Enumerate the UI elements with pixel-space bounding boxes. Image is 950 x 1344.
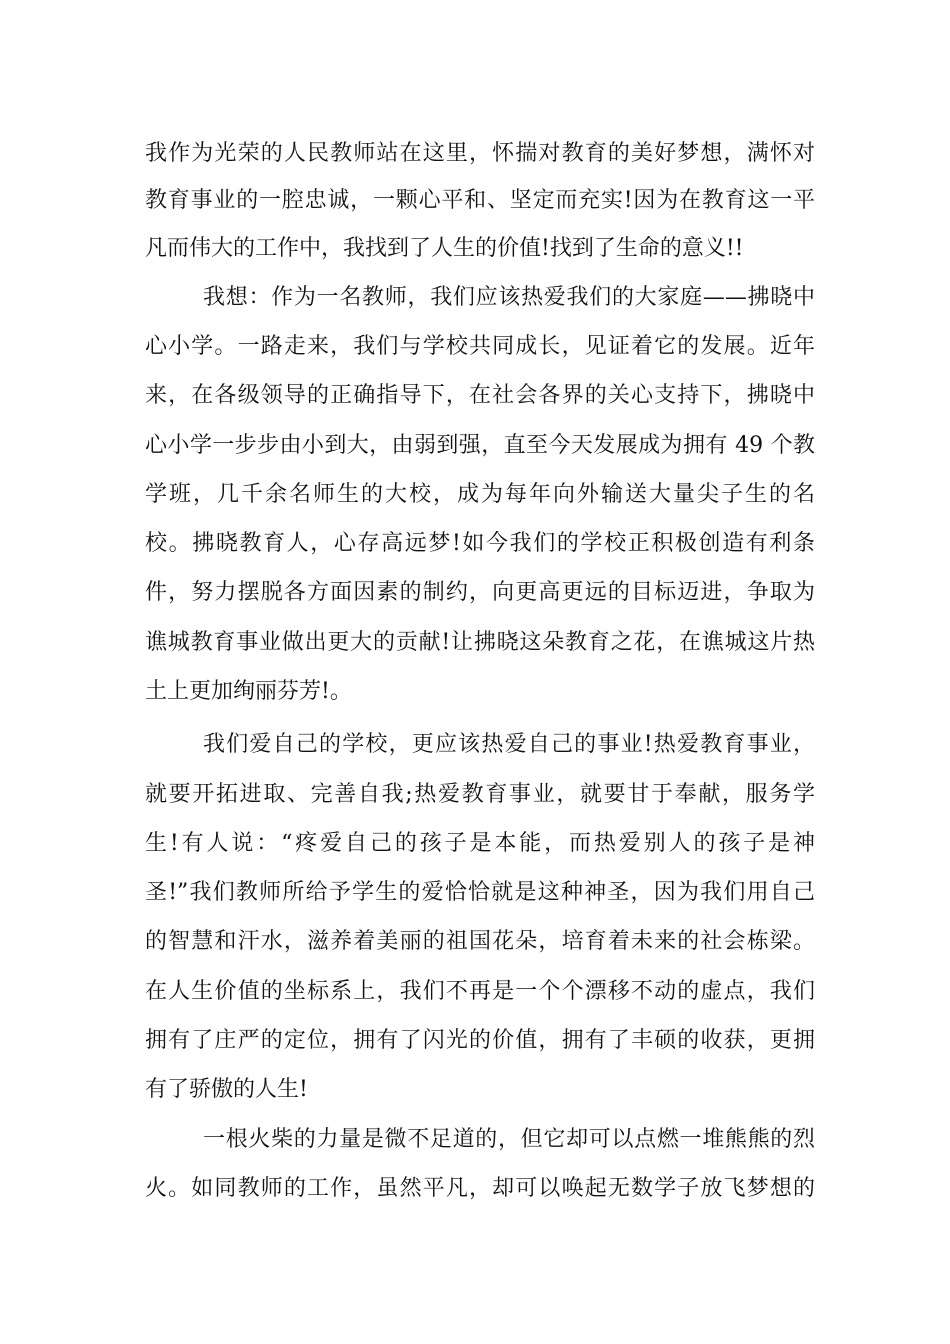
text-line: 一根火柴的力量是微不足道的，但它却可以点燃一堆熊熊的烈 <box>203 1127 815 1152</box>
text-line: 我想：作为一名教师，我们应该热爱我们的大家庭——拂晓中 <box>203 285 815 310</box>
text-line: 校。拂晓教育人，心存高远梦!如今我们的学校正积极创造有利条 <box>145 531 815 556</box>
text-line: 谯城教育事业做出更大的贡献!让拂晓这朵教育之花，在谯城这片热 <box>145 630 815 655</box>
text-line: 件，努力摆脱各方面因素的制约，向更高更远的目标迈进，争取为 <box>145 580 815 605</box>
text-line: 在人生价值的坐标系上，我们不再是一个个漂移不动的虚点，我们 <box>145 979 815 1004</box>
text-line: 我们爱自己的学校，更应该热爱自己的事业!热爱教育事业， <box>203 732 815 757</box>
text-line: 我作为光荣的人民教师站在这里，怀揣对教育的美好梦想，满怀对 <box>145 141 815 166</box>
text-line: 心小学。一路走来，我们与学校共同成长，见证着它的发展。近年 <box>145 334 815 359</box>
text-line: 学班，几千余名师生的大校，成为每年向外输送大量尖子生的名 <box>145 482 815 507</box>
text-line: 火。如同教师的工作，虽然平凡，却可以唤起无数学子放飞梦想的 <box>145 1176 815 1201</box>
text-line: 的智慧和汗水，滋养着美丽的祖国花朵，培育着未来的社会栋梁。 <box>145 929 815 954</box>
text-line: 来，在各级领导的正确指导下，在社会各界的关心支持下，拂晓中 <box>145 383 815 408</box>
text-line: 拥有了庄严的定位，拥有了闪光的价值，拥有了丰硕的收获，更拥 <box>145 1028 815 1053</box>
text-line: 心小学一步步由小到大，由弱到强，直至今天发展成为拥有 49 个教 <box>145 433 815 458</box>
text-line: 土上更加绚丽芬芳!。 <box>145 679 352 704</box>
text-line: 就要开拓进取、完善自我;热爱教育事业，就要甘于奉献，服务学 <box>145 782 815 807</box>
text-line: 凡而伟大的工作中，我找到了人生的价值!找到了生命的意义!! <box>145 236 744 261</box>
text-line: 圣!”我们教师所给予学生的爱恰恰就是这种神圣，因为我们用自己 <box>145 880 815 905</box>
text-line: 生!有人说：“疼爱自己的孩子是本能，而热爱别人的孩子是神 <box>145 831 815 856</box>
text-line: 有了骄傲的人生! <box>145 1077 308 1102</box>
text-line: 教育事业的一腔忠诚，一颗心平和、坚定而充实!因为在教育这一平 <box>145 188 815 213</box>
